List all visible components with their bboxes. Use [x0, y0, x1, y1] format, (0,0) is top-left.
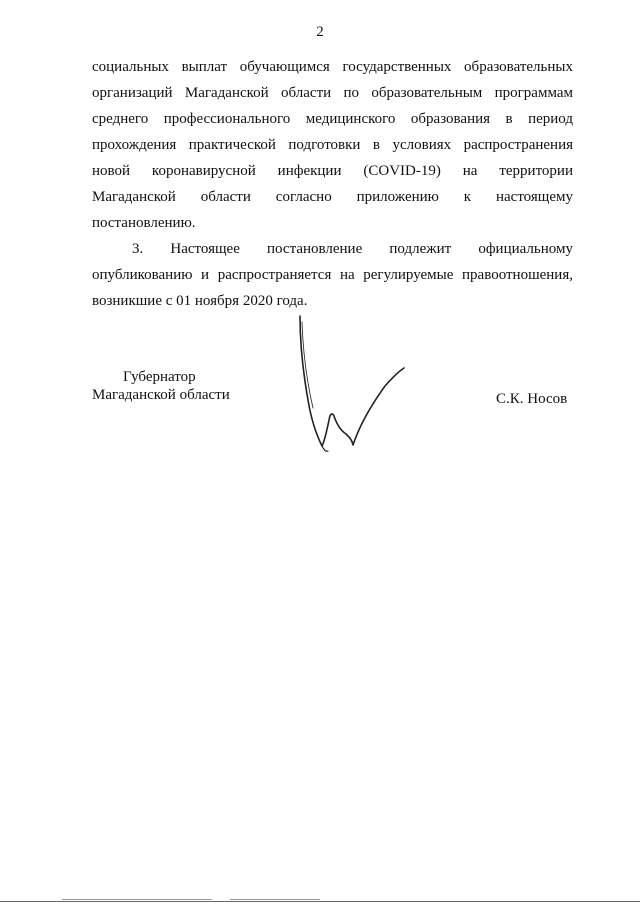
scan-edge-mark [62, 899, 212, 900]
handwritten-signature [280, 312, 420, 462]
paragraph-line: постановлению. [92, 215, 196, 231]
page-number: 2 [316, 24, 324, 40]
signatory-title-line2: Магаданской области [92, 387, 230, 403]
paragraph-line: среднего профессионального медицинского образования в период [92, 111, 573, 127]
scan-bottom-edge [0, 901, 640, 902]
paragraph-line: 3. Настоящее постановление подлежит официальному [132, 241, 573, 257]
paragraph-line: Магаданской области согласно приложению к настоящему [92, 189, 573, 205]
paragraph-line: новой коронавирусной инфекции (COVID-19) на территории [92, 163, 573, 179]
paragraph-line: социальных выплат обучающимся государственных образовательных [92, 59, 573, 75]
signatory-title-line1: Губернатор [123, 369, 196, 385]
paragraph-line: возникшие с 01 ноября 2020 года. [92, 293, 308, 309]
paragraph-line: прохождения практической подготовки в условиях распространения [92, 137, 573, 153]
signatory-name: С.К. Носов [496, 391, 568, 407]
paragraph-line: опубликованию и распространяется на регулируемые правоотношения, [92, 267, 573, 283]
paragraph-line: организаций Магаданской области по образовательным программам [92, 85, 573, 101]
scan-edge-mark [230, 899, 320, 900]
